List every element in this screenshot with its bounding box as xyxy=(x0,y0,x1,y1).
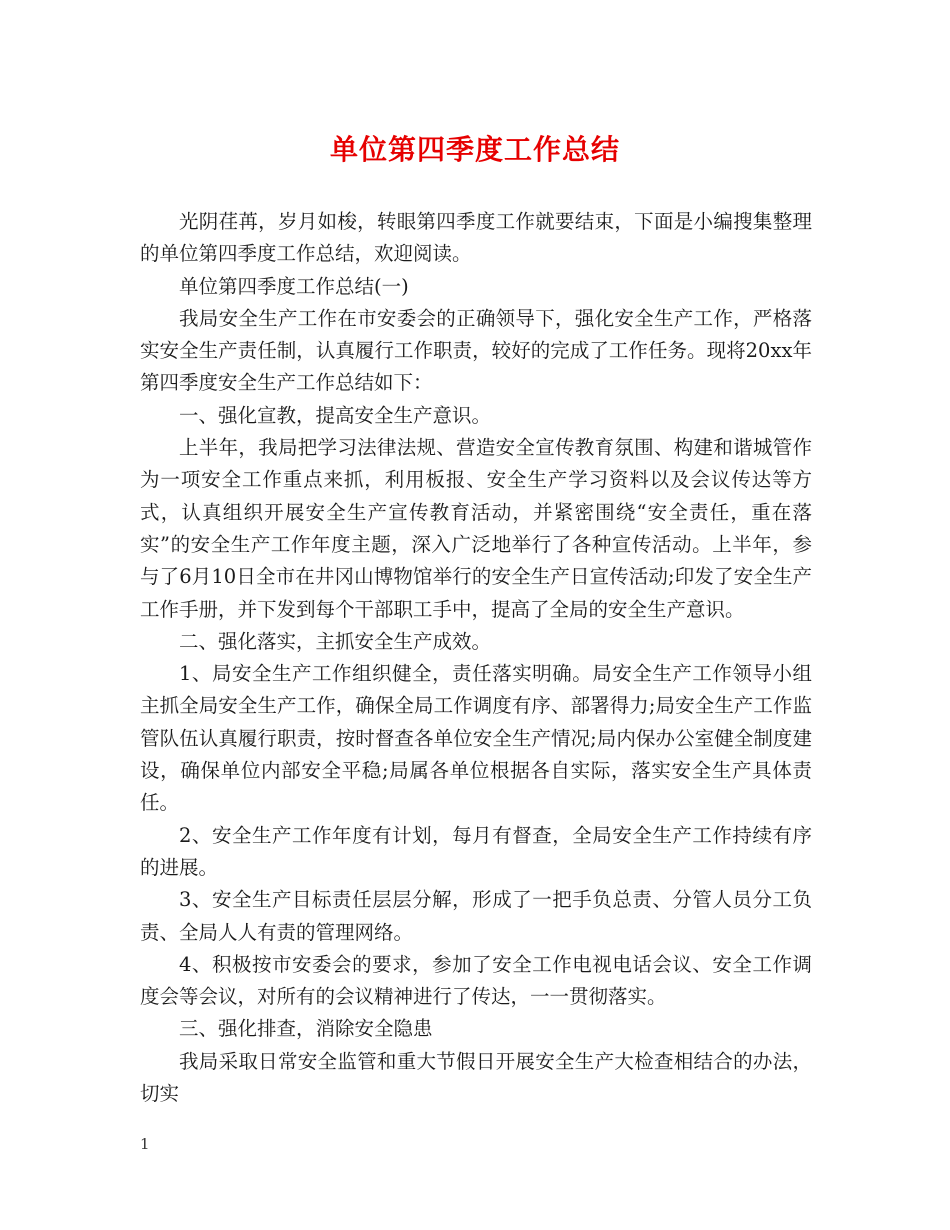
section-heading-3: 三、强化排查，消除安全隐患 xyxy=(179,1017,433,1041)
paragraph-item-4: 4、积极按市安委会的要求，参加了安全工作电视电话会议、安全工作调度会等会议，对所有的会议精神进行了传达，一一贯彻落实。 xyxy=(140,952,812,1009)
paragraph-section-3: 我局采取日常安全监管和重大节假日开展安全生产大检查相结合的办法，切实 xyxy=(140,1049,812,1106)
paragraph-item-1: 1、局安全生产工作组织健全，责任落实明确。局安全生产工作领导小组主抓全局安全生产工作，确保全局工作调度有序、部署得力;局安全生产工作监管队伍认真履行职责，按时督查各单位安全生产情况;局内保办公室健全制度建设，确保单位内部安全平稳;局属各单位根据各自实际，落实安全生产具体责任。 xyxy=(140,662,812,815)
page-number: 1 xyxy=(140,1135,150,1153)
section-heading-2: 二、强化落实，主抓安全生产成效。 xyxy=(179,629,492,653)
paragraph-item-3: 3、安全生产目标责任层层分解，形成了一把手负总责、分管人员分工负责、全局人人有责的管理网络。 xyxy=(140,888,812,944)
document-title: 单位第四季度工作总结 xyxy=(329,133,620,166)
paragraph-subtitle: 单位第四季度工作总结(一) xyxy=(179,274,409,298)
section-heading-1: 一、强化宣教，提高安全生产意识。 xyxy=(179,403,492,427)
paragraph-overview: 我局安全生产工作在市安委会的正确领导下，强化安全生产工作，严格落实安全生产责任制，认真履行工作职责，较好的完成了工作任务。现将20xx年第四季度安全生产工作总结如下： xyxy=(140,306,812,395)
document-body xyxy=(140,206,812,1110)
paragraph-intro: 光阴荏苒，岁月如梭，转眼第四季度工作就要结束，下面是小编搜集整理的单位第四季度工作总结，欢迎阅读。 xyxy=(140,210,812,266)
paragraph-item-2: 2、安全生产工作年度有计划，每月有督查，全局安全生产工作持续有序的进展。 xyxy=(140,823,812,879)
paragraph-section-1: 上半年，我局把学习法律法规、营造安全宣传教育氛围、构建和谐城管作为一项安全工作重点来抓，利用板报、安全生产学习资料以及会议传达等方式，认真组织开展安全生产宣传教育活动，并紧密围绕“安全责任，重在落实”的安全生产工作年度主题，深入广泛地举行了各种宣传活动。上半年，参与了6月10日全市在井冈山博物馆举行的安全生产日宣传活动;印发了安全生产工作手册，并下发到每个干部职工手中，提高了全局的安全生产意识。 xyxy=(140,436,812,621)
